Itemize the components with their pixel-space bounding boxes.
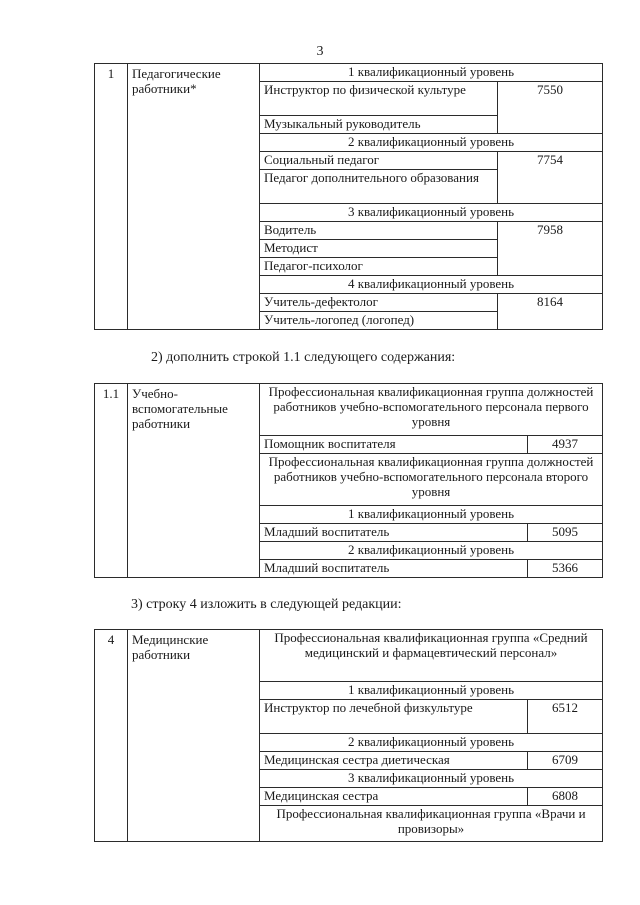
salary-value: 8164: [498, 294, 603, 330]
paragraph-3: 3) строку 4 изложить в следующей редакции:: [131, 597, 402, 612]
position-name: Учитель-логопед (логопед): [260, 312, 498, 330]
qualification-level-title: 2 квалификационный уровень: [260, 734, 603, 752]
position-name: Методист: [260, 240, 498, 258]
support-staff-table: [94, 383, 603, 578]
category-name: Педагогические работники*: [128, 64, 260, 330]
position-name: Медицинская сестра диетическая: [260, 752, 528, 770]
qualification-level-title: 2 квалификационный уровень: [260, 542, 603, 560]
salary-value: 4937: [528, 436, 603, 454]
position-name: Педагог-психолог: [260, 258, 498, 276]
qualification-level-title: 2 квалификационный уровень: [260, 134, 603, 152]
qualification-level-title: 3 квалификационный уровень: [260, 770, 603, 788]
salary-value: 7958: [498, 222, 603, 276]
qualification-level-title: 3 квалификационный уровень: [260, 204, 603, 222]
medical-workers-table: [94, 629, 603, 842]
position-name: Младший воспитатель: [260, 524, 528, 542]
salary-value: 5095: [528, 524, 603, 542]
qualification-group-title: Профессиональная квалификационная группа должностей работников учебно-вспомогательного персонала второго уровня: [260, 454, 603, 506]
salary-value: 5366: [528, 560, 603, 578]
row-number: 4: [95, 630, 128, 842]
pedagogical-workers-table: [94, 63, 603, 330]
qualification-group-title: Профессиональная квалификационная группа «Средний медицинский и фармацевтический персонал»: [260, 630, 603, 682]
qualification-level-title: 4 квалификационный уровень: [260, 276, 603, 294]
category-name: Медицинские работники: [128, 630, 260, 842]
position-name: Помощник воспитателя: [260, 436, 528, 454]
salary-value: 6808: [528, 788, 603, 806]
position-name: Социальный педагог: [260, 152, 498, 170]
row-number: 1: [95, 64, 128, 330]
qualification-group-title: Профессиональная квалификационная группа должностей работников учебно-вспомогательного персонала первого уровня: [260, 384, 603, 436]
qualification-level-title: 1 квалификационный уровень: [260, 506, 603, 524]
position-name: Педагог дополнительного образования: [260, 170, 498, 204]
position-name: Младший воспитатель: [260, 560, 528, 578]
position-name: Водитель: [260, 222, 498, 240]
position-name: Учитель-дефектолог: [260, 294, 498, 312]
qualification-group-title: Профессиональная квалификационная группа «Врачи и провизоры»: [260, 806, 603, 842]
position-name: Инструктор по физической культуре: [260, 82, 498, 116]
qualification-level-title: 1 квалификационный уровень: [260, 682, 603, 700]
position-name: Музыкальный руководитель: [260, 116, 498, 134]
qualification-level-title: 1 квалификационный уровень: [260, 64, 603, 82]
salary-value: 6709: [528, 752, 603, 770]
row-number: 1.1: [95, 384, 128, 578]
position-name: Инструктор по лечебной физкультуре: [260, 700, 528, 734]
position-name: Медицинская сестра: [260, 788, 528, 806]
category-name: Учебно-вспомогательные работники: [128, 384, 260, 578]
paragraph-2: 2) дополнить строкой 1.1 следующего содержания:: [151, 350, 456, 365]
salary-value: 7754: [498, 152, 603, 204]
salary-value: 7550: [498, 82, 603, 134]
salary-value: 6512: [528, 700, 603, 734]
page-number: 3: [316, 44, 324, 59]
